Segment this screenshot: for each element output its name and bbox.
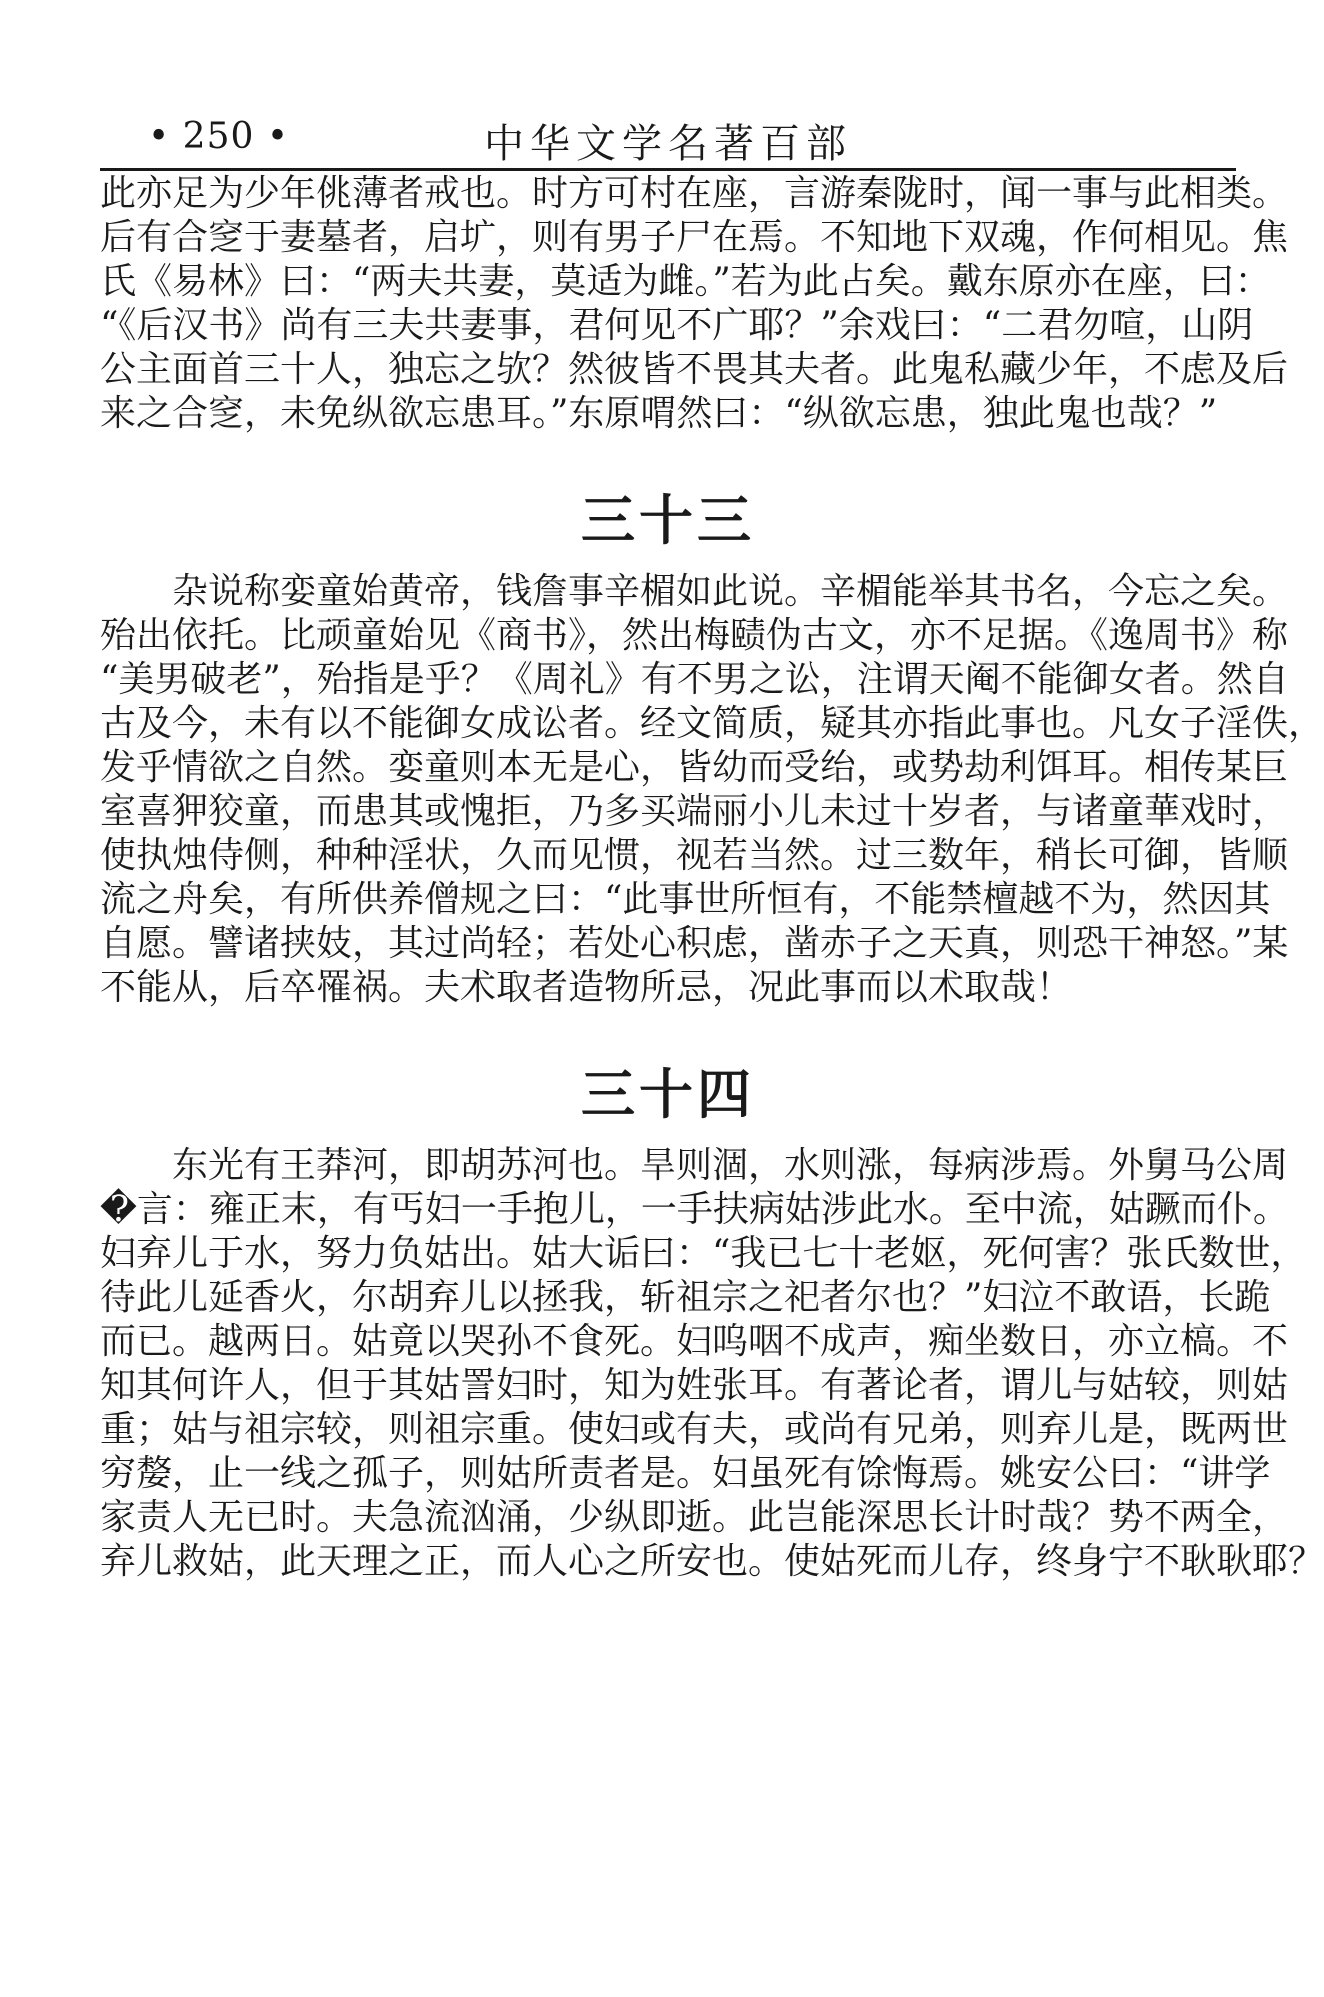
text-line: 妇弃儿于水，努力负姑出。姑大诟曰：“我已七十老妪，死何害？张氏数世， [100, 1233, 1307, 1274]
section-heading-33: 三十三 [581, 489, 755, 552]
text-line: 弃儿救姑，此天理之正，而人心之所安也。使姑死而儿存，终身宁不耿耿耶？ [100, 1541, 1324, 1582]
text-line: 使执烛侍侧，种种淫状，久而见惯，视若当然。过三数年，稍长可御，皆顺 [100, 835, 1289, 876]
text-line: 殆出依托。比顽童始见《商书》，然出梅赜伪古文，亦不足据。《逸周书》称 [100, 615, 1289, 656]
text-line: 此亦足为少年佻薄者戒也。时方可村在座，言游秦陇时，闻一事与此相类。 [100, 173, 1289, 214]
page-number: • 250 • [148, 116, 290, 157]
text-line: 室喜狎狡童，而患其或愧拒，乃多买端丽小儿未过十岁者，与诸童華戏时， [100, 791, 1289, 832]
text-line: 待此儿延香火，尔胡弃儿以拯我，斩祖宗之祀者尔也？”妇泣不敢语，长跪 [100, 1277, 1271, 1318]
text-line: 穷嫠，止一线之孤子，则姑所责者是。妇虽死有馀悔焉。姚安公曰：“讲学 [100, 1453, 1271, 1494]
text-line: 重；姑与祖宗较，则祖宗重。使妇或有夫，或尚有兄弟，则弃儿是，既两世 [100, 1409, 1289, 1450]
text-line: “美男破老”，殆指是乎？《周礼》有不男之讼，注谓天阉不能御女者。然自 [100, 659, 1289, 700]
text-line: 家责人无已时。夫急流汹涌，少纵即逝。此岂能深思长计时哉？势不两全， [100, 1497, 1289, 1538]
running-title: 中华文学名著百部 [484, 121, 852, 167]
text-line: 公主面首三十人，独忘之欤？然彼皆不畏其夫者。此鬼私藏少年，不虑及后 [100, 349, 1289, 390]
running-header [100, 108, 1236, 166]
header-rule [100, 168, 1236, 171]
text-line: “《后汉书》尚有三夫共妻事，君何见不广耶？”余戏曰：“二君勿喧，山阴 [100, 305, 1254, 346]
section-heading-34: 三十四 [581, 1063, 755, 1126]
text-line: 杂说称娈童始黄帝，钱詹事辛楣如此说。辛楣能举其书名，今忘之矣。 [172, 571, 1289, 612]
text-line: 而已。越两日。姑竟以哭孙不食死。妇呜咽不成声，痴坐数日，亦立槁。不 [100, 1321, 1289, 1362]
text-line: 自愿。譬诸挟妓，其过尚轻；若处心积虑，凿赤子之天真，则恐干神怒。”某 [100, 923, 1289, 964]
text-line: 发乎情欲之自然。娈童则本无是心，皆幼而受绐，或势劫利饵耳。相传某巨 [100, 747, 1289, 788]
text-line: 东光有王莽河，即胡苏河也。旱则涸，水则涨，每病涉焉。外舅马公周 [172, 1145, 1289, 1186]
text-line: 不能从，后卒罹祸。夫术取者造物所忌，况此事而以术取哉！ [100, 967, 1073, 1008]
text-line: 后有合窆于妻墓者，启圹，则有男子尸在焉。不知地下双魂，作何相见。焦 [100, 217, 1289, 258]
text-line: 来之合窆，未免纵欲忘患耳。”东原喟然曰：“纵欲忘患，独此鬼也哉？” [100, 393, 1218, 434]
text-line: 流之舟矣，有所供养僧规之曰：“此事世所恒有，不能禁檀越不为，然因其 [100, 879, 1271, 920]
text-line: 古及今，未有以不能御女成讼者。经文简质，疑其亦指此事也。凡女子淫佚， [100, 703, 1324, 744]
text-line: �言：雍正末，有丐妇一手抱儿，一手扶病姑涉此水。至中流，姑蹶而仆。 [100, 1189, 1289, 1230]
text-line: 知其何许人，但于其姑詈妇时，知为姓张耳。有著论者，谓儿与姑较，则姑 [100, 1365, 1289, 1406]
text-line: 氏《易林》曰：“两夫共妻，莫适为雌。”若为此占矣。戴东原亦在座，曰： [100, 261, 1271, 302]
